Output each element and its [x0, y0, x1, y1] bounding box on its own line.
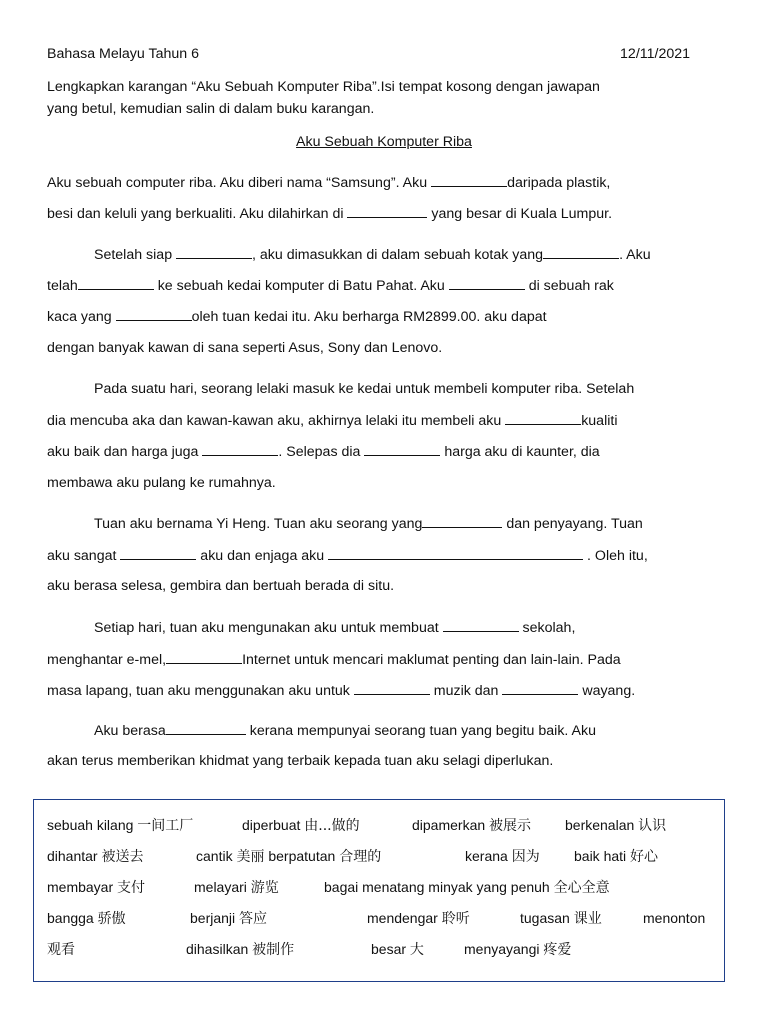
malay-word: kerana: [465, 848, 512, 864]
date-label: 12/11/2021: [620, 46, 690, 62]
essay-line: [47, 204, 612, 223]
blank-field[interactable]: [166, 721, 246, 735]
text-segment: telah: [47, 278, 78, 294]
word-bank-item: [47, 878, 145, 897]
malay-word: membayar: [47, 879, 118, 895]
malay-word: bangga: [47, 910, 98, 926]
text-segment: Tuan aku bernama Yi Heng. Tuan aku seorang yang: [94, 516, 423, 532]
essay-line: [47, 546, 648, 565]
text-segment: dan penyayang. Tuan: [502, 516, 643, 532]
word-bank-box: [33, 799, 725, 982]
malay-word: berpatutan: [264, 848, 340, 864]
word-bank-item: [47, 847, 143, 866]
blank-field[interactable]: [78, 276, 154, 290]
essay-line: membawa aku pulang ke rumahnya.: [47, 475, 276, 491]
chinese-meaning: 被送去: [101, 849, 144, 865]
malay-word: cantik: [196, 848, 237, 864]
essay-line: [47, 650, 621, 669]
blank-field[interactable]: [166, 650, 242, 664]
word-bank-item: [565, 816, 666, 835]
essay-line: [47, 681, 635, 700]
malay-word: bagai menatang minyak yang penuh: [324, 879, 554, 895]
word-bank-item: [465, 847, 540, 866]
malay-word: berjanji: [190, 910, 240, 926]
word-bank-item: [574, 847, 658, 866]
blank-field[interactable]: [543, 245, 619, 259]
malay-word: menyayangi: [464, 941, 544, 957]
essay-line: [47, 307, 547, 326]
text-segment: harga aku di kaunter, dia: [440, 444, 600, 460]
word-bank-item: [196, 847, 381, 866]
text-segment: aku baik dan harga juga: [47, 444, 203, 460]
chinese-meaning: 一间工厂: [137, 818, 194, 834]
malay-word: sebuah kilang: [47, 817, 138, 833]
subject-label: Bahasa Melayu Tahun 6: [47, 46, 199, 62]
blank-field[interactable]: [120, 546, 196, 560]
malay-word: mendengar: [367, 910, 442, 926]
word-bank-item: [643, 909, 705, 927]
word-bank-item: [194, 878, 279, 897]
chinese-meaning: 被制作: [252, 942, 295, 958]
essay-line: [47, 442, 600, 461]
text-segment: Internet untuk mencari maklumat penting dan lain-lain. Pada: [242, 652, 621, 668]
essay-line: [47, 411, 617, 430]
text-segment: kerana mempunyai seorang tuan yang begitu baik. Aku: [245, 723, 596, 739]
word-bank-item: [186, 940, 294, 959]
text-segment: Aku sebuah computer riba. Aku diberi nama “Samsung”. Aku: [47, 175, 432, 191]
text-segment: Setiap hari, tuan aku mengunakan aku untuk membuat: [94, 620, 443, 636]
chinese-meaning: 美丽: [236, 849, 265, 865]
malay-word: berkenalan: [565, 817, 639, 833]
word-bank-item: [190, 909, 267, 928]
malay-word: besar: [371, 941, 410, 957]
text-segment: ke sebuah kedai komputer di Batu Pahat. Aku: [153, 278, 449, 294]
text-segment: besi dan keluli yang berkualiti. Aku dilahirkan di: [47, 206, 348, 222]
blank-field[interactable]: [202, 442, 278, 456]
text-segment: oleh tuan kedai itu. Aku berharga RM2899.00. aku dapat: [191, 309, 547, 325]
essay-line: Pada suatu hari, seorang lelaki masuk ke kedai untuk membeli komputer riba. Setelah: [94, 381, 635, 397]
text-segment: Setelah siap: [94, 247, 177, 263]
blank-field[interactable]: [422, 514, 502, 528]
chinese-meaning: 因为: [511, 849, 540, 865]
blank-field[interactable]: [328, 546, 583, 560]
chinese-meaning: 课业: [573, 911, 602, 927]
malay-word: dihasilkan: [186, 941, 253, 957]
chinese-meaning: 支付: [117, 880, 146, 896]
text-segment: di sebuah rak: [524, 278, 614, 294]
chinese-meaning: 游览: [250, 880, 279, 896]
malay-word: dihantar: [47, 848, 102, 864]
blank-field[interactable]: [505, 411, 581, 425]
text-segment: . Aku: [619, 247, 651, 263]
word-bank-item: [47, 816, 193, 835]
word-bank-item: [47, 909, 126, 928]
malay-word: dipamerkan: [412, 817, 490, 833]
malay-word: tugasan: [520, 910, 574, 926]
text-segment: kualiti: [581, 413, 618, 429]
chinese-meaning: 聆听: [441, 911, 470, 927]
chinese-meaning: 大: [409, 942, 424, 958]
essay-line: [94, 514, 643, 533]
essay-line: dengan banyak kawan di sana seperti Asus, Sony dan Lenovo.: [47, 340, 443, 356]
word-bank-item: [367, 909, 470, 928]
blank-field[interactable]: [502, 681, 578, 695]
chinese-meaning: 观看: [47, 942, 75, 958]
text-segment: muzik dan: [429, 683, 503, 699]
malay-word: baik hati: [574, 848, 631, 864]
word-bank-item: [412, 816, 531, 835]
essay-line: [94, 618, 575, 637]
text-segment: sekolah,: [518, 620, 576, 636]
text-segment: Aku berasa: [94, 723, 166, 739]
essay-line: [47, 173, 610, 192]
word-bank-item: [324, 878, 610, 897]
chinese-meaning: 全心全意: [553, 880, 610, 896]
text-segment: aku dan enjaga aku: [196, 548, 329, 564]
blank-field[interactable]: [176, 245, 252, 259]
blank-field[interactable]: [116, 307, 192, 321]
blank-field[interactable]: [449, 276, 525, 290]
blank-field[interactable]: [354, 681, 430, 695]
instruction-line-2: yang betul, kemudian salin di dalam buku karangan.: [47, 101, 375, 117]
text-segment: , aku dimasukkan di dalam sebuah kotak yang: [252, 247, 544, 263]
chinese-meaning: 好心: [630, 849, 659, 865]
text-segment: . Selepas dia: [278, 444, 365, 460]
blank-field[interactable]: [347, 204, 427, 218]
word-bank-item: [371, 940, 424, 959]
essay-line: aku berasa selesa, gembira dan bertuah berada di situ.: [47, 578, 395, 594]
blank-field[interactable]: [443, 618, 519, 632]
blank-field[interactable]: [364, 442, 440, 456]
malay-word: menonton: [643, 910, 706, 926]
text-segment: masa lapang, tuan aku menggunakan aku untuk: [47, 683, 354, 699]
essay-line: [94, 245, 651, 264]
chinese-meaning: 疼爱: [543, 942, 572, 958]
malay-word: diperbuat: [242, 817, 305, 833]
essay-line: akan terus memberikan khidmat yang terbaik kepada tuan aku selagi diperlukan.: [47, 753, 554, 769]
word-bank-item: [520, 909, 602, 928]
word-bank-item: [47, 940, 75, 959]
instruction-line-1: Lengkapkan karangan “Aku Sebuah Komputer Riba”.Isi tempat kosong dengan jawapan: [47, 79, 600, 95]
text-segment: dia mencuba aka dan kawan-kawan aku, akhirnya lelaki itu membeli aku: [47, 413, 506, 429]
essay-title: Aku Sebuah Komputer Riba: [296, 134, 472, 150]
word-bank-item: [464, 940, 571, 959]
text-segment: daripada plastik,: [507, 175, 611, 191]
essay-line: [47, 276, 614, 295]
chinese-meaning: 由...做的: [304, 818, 360, 834]
chinese-meaning: 答应: [239, 911, 268, 927]
essay-line: [94, 721, 596, 740]
text-segment: yang besar di Kuala Lumpur.: [427, 206, 613, 222]
chinese-meaning: 被展示: [489, 818, 532, 834]
text-segment: kaca yang: [47, 309, 116, 325]
text-segment: wayang.: [578, 683, 636, 699]
text-segment: aku sangat: [47, 548, 121, 564]
word-bank-item: [242, 816, 360, 835]
chinese-meaning: 认识: [638, 818, 667, 834]
blank-field[interactable]: [431, 173, 507, 187]
malay-word: melayari: [194, 879, 251, 895]
text-segment: . Oleh itu,: [583, 548, 648, 564]
chinese-meaning: 骄傲: [97, 911, 126, 927]
chinese-meaning: 合理的: [339, 849, 382, 865]
text-segment: menghantar e-mel,: [47, 652, 167, 668]
